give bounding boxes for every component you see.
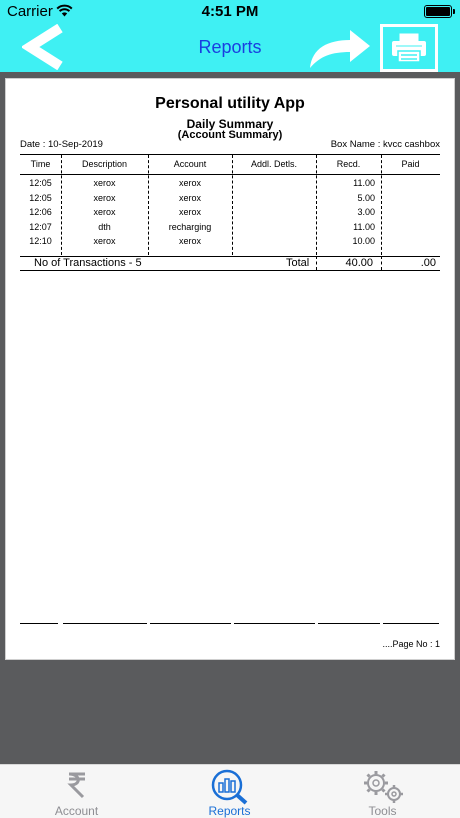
table-cell: 12:05 bbox=[29, 178, 52, 188]
total-label: Total bbox=[286, 257, 310, 269]
table-cell: 11.00 bbox=[353, 178, 375, 188]
table-cell: 12:06 bbox=[29, 207, 52, 218]
column-separator bbox=[232, 155, 233, 255]
battery-icon bbox=[424, 5, 452, 18]
column-header: Description bbox=[81, 159, 128, 169]
page-number: ....Page No : 1 bbox=[382, 639, 440, 649]
total-recd: 40.00 bbox=[345, 257, 373, 269]
bottom-column-rule bbox=[383, 623, 439, 624]
column-header: Addl. Detls. bbox=[250, 159, 298, 169]
table-cell: 3.00 bbox=[357, 207, 375, 218]
report-sheet bbox=[5, 78, 455, 660]
print-button[interactable] bbox=[380, 24, 438, 72]
column-header: Recd. bbox=[336, 159, 361, 169]
tab-tools-label: Tools bbox=[368, 804, 397, 818]
table-cell: recharging bbox=[168, 221, 212, 232]
table-cell: xerox bbox=[93, 236, 116, 247]
bottom-column-rule bbox=[234, 623, 315, 624]
status-bar bbox=[0, 0, 460, 24]
clock: 4:51 PM bbox=[201, 3, 259, 20]
column-header: Paid bbox=[401, 159, 420, 169]
table-cell: xerox bbox=[93, 192, 116, 203]
total-paid: .00 bbox=[420, 257, 436, 269]
report-app-title: Personal utility App bbox=[155, 95, 305, 112]
table-cell: xerox bbox=[93, 178, 116, 188]
column-header: Account bbox=[173, 159, 207, 169]
tab-tools[interactable] bbox=[306, 765, 459, 818]
bottom-column-rule bbox=[63, 623, 147, 624]
rupee-icon bbox=[62, 769, 92, 806]
printer-icon bbox=[389, 31, 429, 65]
table-cell: xerox bbox=[178, 236, 201, 247]
bottom-column-rule bbox=[150, 623, 231, 624]
bottom-column-rule bbox=[20, 623, 58, 624]
carrier-label: Carrier bbox=[7, 3, 53, 20]
bottom-column-rule bbox=[318, 623, 380, 624]
tab-account-label: Account bbox=[54, 804, 99, 818]
tab-account[interactable] bbox=[0, 765, 153, 818]
table-cell: 12:10 bbox=[29, 236, 52, 247]
column-separator bbox=[381, 155, 382, 255]
table-cell: xerox bbox=[178, 192, 201, 203]
report-box-name: Box Name : kvcc cashbox bbox=[330, 139, 440, 150]
report-subtitle-2: (Account Summary) bbox=[177, 129, 283, 141]
header-bottom-rule bbox=[20, 174, 440, 175]
table-cell: 10.00 bbox=[352, 236, 375, 247]
table-cell: xerox bbox=[178, 207, 201, 218]
page-title: Reports bbox=[198, 37, 262, 57]
tab-reports[interactable] bbox=[153, 765, 306, 818]
tab-bar bbox=[0, 764, 460, 818]
table-cell: 5.00 bbox=[357, 192, 375, 203]
table-cell: xerox bbox=[93, 207, 116, 218]
table-cell: 12:05 bbox=[29, 192, 52, 203]
table-cell: xerox bbox=[178, 178, 201, 188]
table-cell: 11.00 bbox=[353, 221, 375, 232]
column-header: Time bbox=[30, 159, 51, 169]
footer-bottom-rule bbox=[20, 270, 440, 271]
table-cell: dth bbox=[98, 221, 111, 232]
tab-reports-label: Reports bbox=[208, 804, 251, 818]
footer-separator bbox=[316, 256, 317, 270]
share-arrow-icon bbox=[306, 26, 374, 70]
report-subtitle: Daily Summary bbox=[186, 117, 274, 131]
nav-header bbox=[0, 0, 460, 72]
share-button[interactable] bbox=[306, 26, 374, 70]
footer-separator bbox=[381, 256, 382, 270]
transaction-count: No of Transactions - 5 bbox=[34, 257, 142, 269]
table-cell: 12:07 bbox=[29, 221, 52, 232]
table-top-rule bbox=[20, 154, 440, 155]
report-date: Date : 10-Sep-2019 bbox=[20, 139, 103, 150]
